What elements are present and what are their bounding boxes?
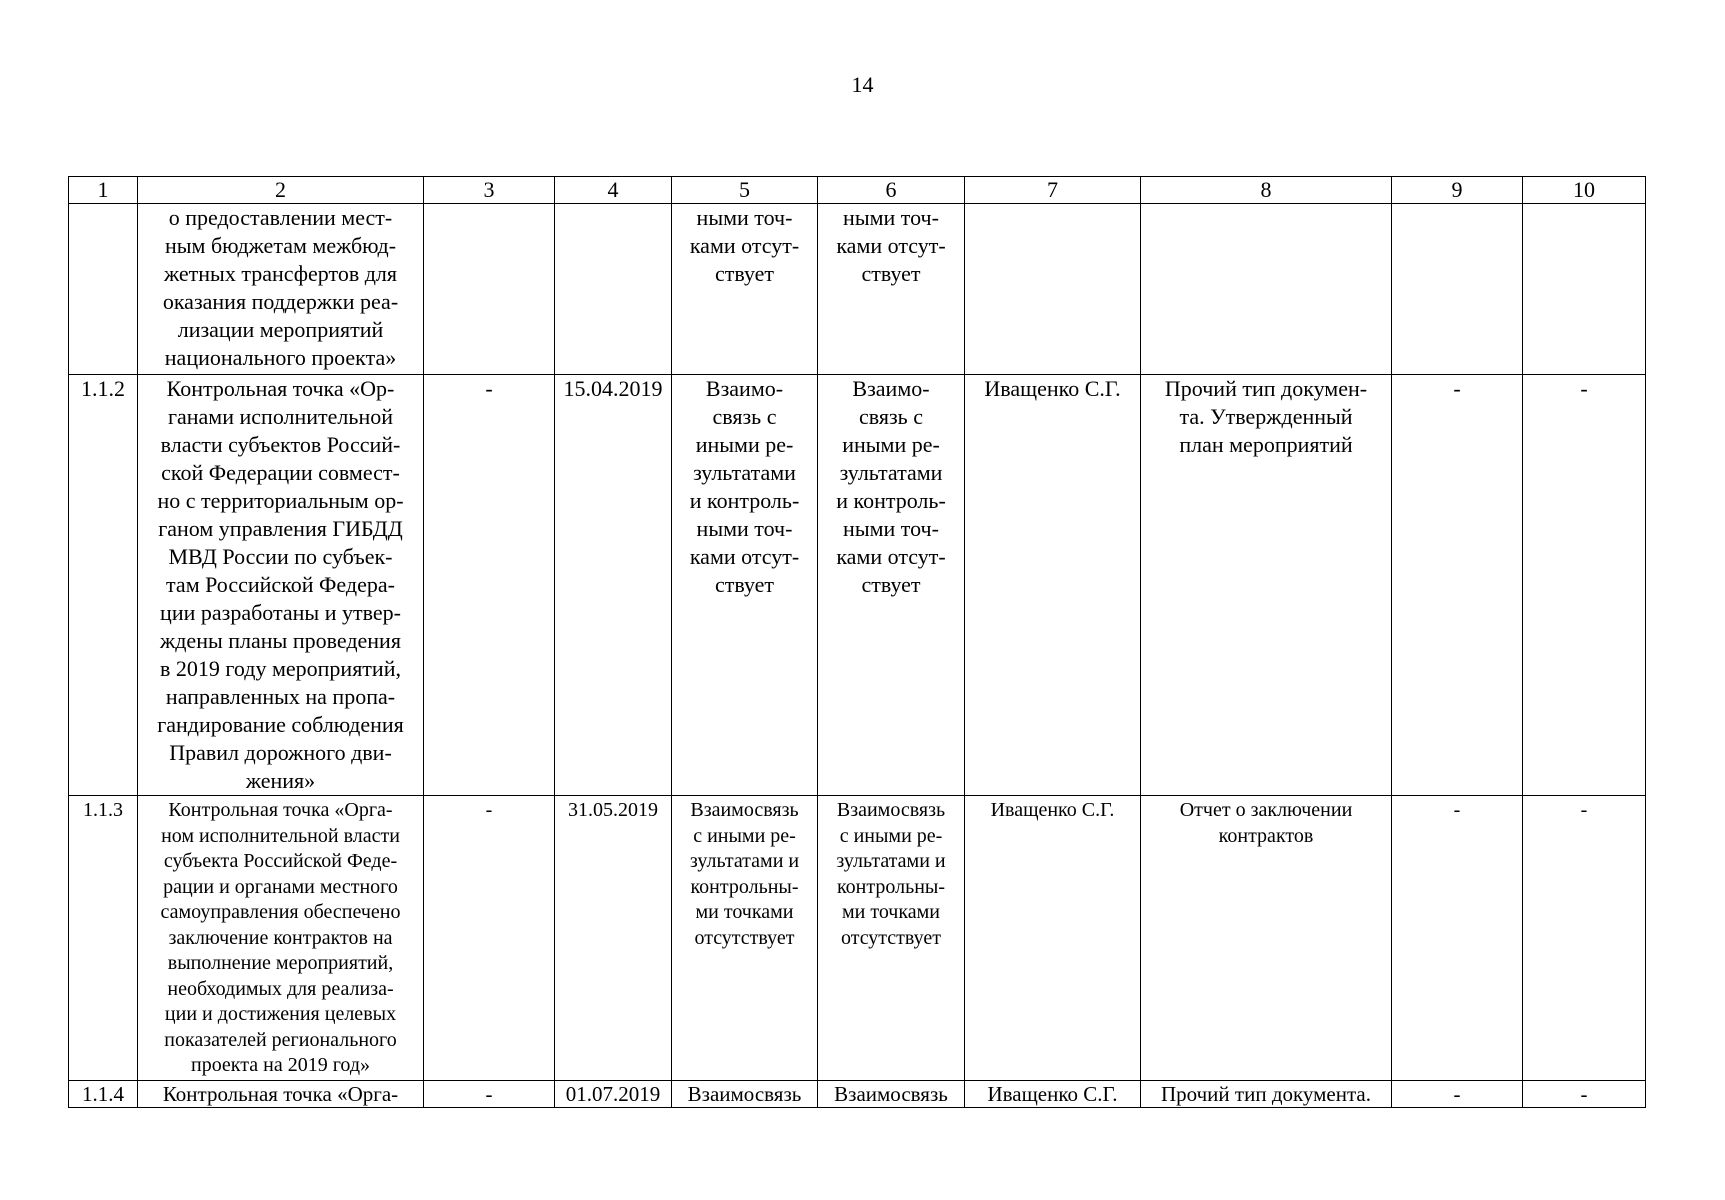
description-cell: Контрольная точка «Орга- ном исполнительной власти субъекта Российской Феде- рации и органами местного самоуправления обеспечено заключение контрактов на выполнение мероприятий, необходимых для реализа- ции и достижения целевых показателей регионального проекта на 2019 год» [138, 796, 424, 1081]
column-header: 1 [69, 177, 138, 204]
relation-cell: Взаимосвязь [672, 1081, 818, 1108]
description-cell: Контрольная точка «Ор- ганами исполнительной власти субъектов Россий- ской Федерации совмест- но с территориальным ор- ганом управления ГИБДД МВД России по субъек- там Российской Федера- ции разработаны и утвер- ждены планы проведения в 2019 году мероприятий, направленных на пропа- гандирование соблюдения Правил дорожного дви- жения» [138, 375, 424, 796]
responsible-cell: Иващенко С.Г. [965, 1081, 1141, 1108]
relation-cell: Взаимосвязь с иными ре- зультатами и контрольны- ми точками отсутствует [672, 796, 818, 1081]
date-cell: 31.05.2019 [555, 796, 672, 1081]
column-3-cell: - [424, 1081, 555, 1108]
column-header: 5 [672, 177, 818, 204]
document-type-cell [1141, 204, 1392, 375]
relation-cell: Взаимо- связь с иными ре- зультатами и контроль- ными точ- ками отсут- ствует [672, 375, 818, 796]
table-row [69, 1081, 1646, 1108]
date-cell: 01.07.2019 [555, 1081, 672, 1108]
date-cell [555, 204, 672, 375]
column-10-cell: - [1523, 1081, 1646, 1108]
page-number: 14 [851, 72, 874, 97]
column-9-cell: - [1392, 1081, 1523, 1108]
column-10-cell: - [1523, 375, 1646, 796]
document-type-cell: Прочий тип докумен- та. Утвержденный план мероприятий [1141, 375, 1392, 796]
column-10-cell [1523, 204, 1646, 375]
description-cell: о предоставлении мест- ным бюджетам межбюд- жетных трансфертов для оказания поддержки реа- лизации мероприятий национального проекта» [138, 204, 424, 375]
column-3-cell [424, 204, 555, 375]
relation-cell: ными точ- ками отсут- ствует [672, 204, 818, 375]
column-header: 6 [818, 177, 965, 204]
responsible-cell: Иващенко С.Г. [965, 375, 1141, 796]
relation-cell: ными точ- ками отсут- ствует [818, 204, 965, 375]
column-9-cell [1392, 204, 1523, 375]
column-3-cell: - [424, 375, 555, 796]
column-header: 8 [1141, 177, 1392, 204]
description-cell: Контрольная точка «Орга- [138, 1081, 424, 1108]
column-9-cell: - [1392, 375, 1523, 796]
relation-cell: Взаимо- связь с иными ре- зультатами и контроль- ными точ- ками отсут- ствует [818, 375, 965, 796]
responsible-cell [965, 204, 1141, 375]
row-number-cell [69, 204, 138, 375]
table-row [69, 796, 1646, 1081]
table-row [69, 375, 1646, 796]
column-10-cell: - [1523, 796, 1646, 1081]
document-type-cell: Прочий тип документа. [1141, 1081, 1392, 1108]
column-header: 9 [1392, 177, 1523, 204]
column-header: 2 [138, 177, 424, 204]
column-9-cell: - [1392, 796, 1523, 1081]
relation-cell: Взаимосвязь с иными ре- зультатами и контрольны- ми точками отсутствует [818, 796, 965, 1081]
row-number-cell: 1.1.4 [69, 1081, 138, 1108]
column-header: 7 [965, 177, 1141, 204]
column-header: 10 [1523, 177, 1646, 204]
control-points-table [68, 176, 1646, 1108]
table-row [69, 204, 1646, 375]
document-type-cell: Отчет о заключении контрактов [1141, 796, 1392, 1081]
row-number-cell: 1.1.3 [69, 796, 138, 1081]
responsible-cell: Иващенко С.Г. [965, 796, 1141, 1081]
column-header: 4 [555, 177, 672, 204]
header-row [69, 177, 1646, 204]
relation-cell: Взаимосвязь [818, 1081, 965, 1108]
date-cell: 15.04.2019 [555, 375, 672, 796]
row-number-cell: 1.1.2 [69, 375, 138, 796]
column-3-cell: - [424, 796, 555, 1081]
column-header: 3 [424, 177, 555, 204]
